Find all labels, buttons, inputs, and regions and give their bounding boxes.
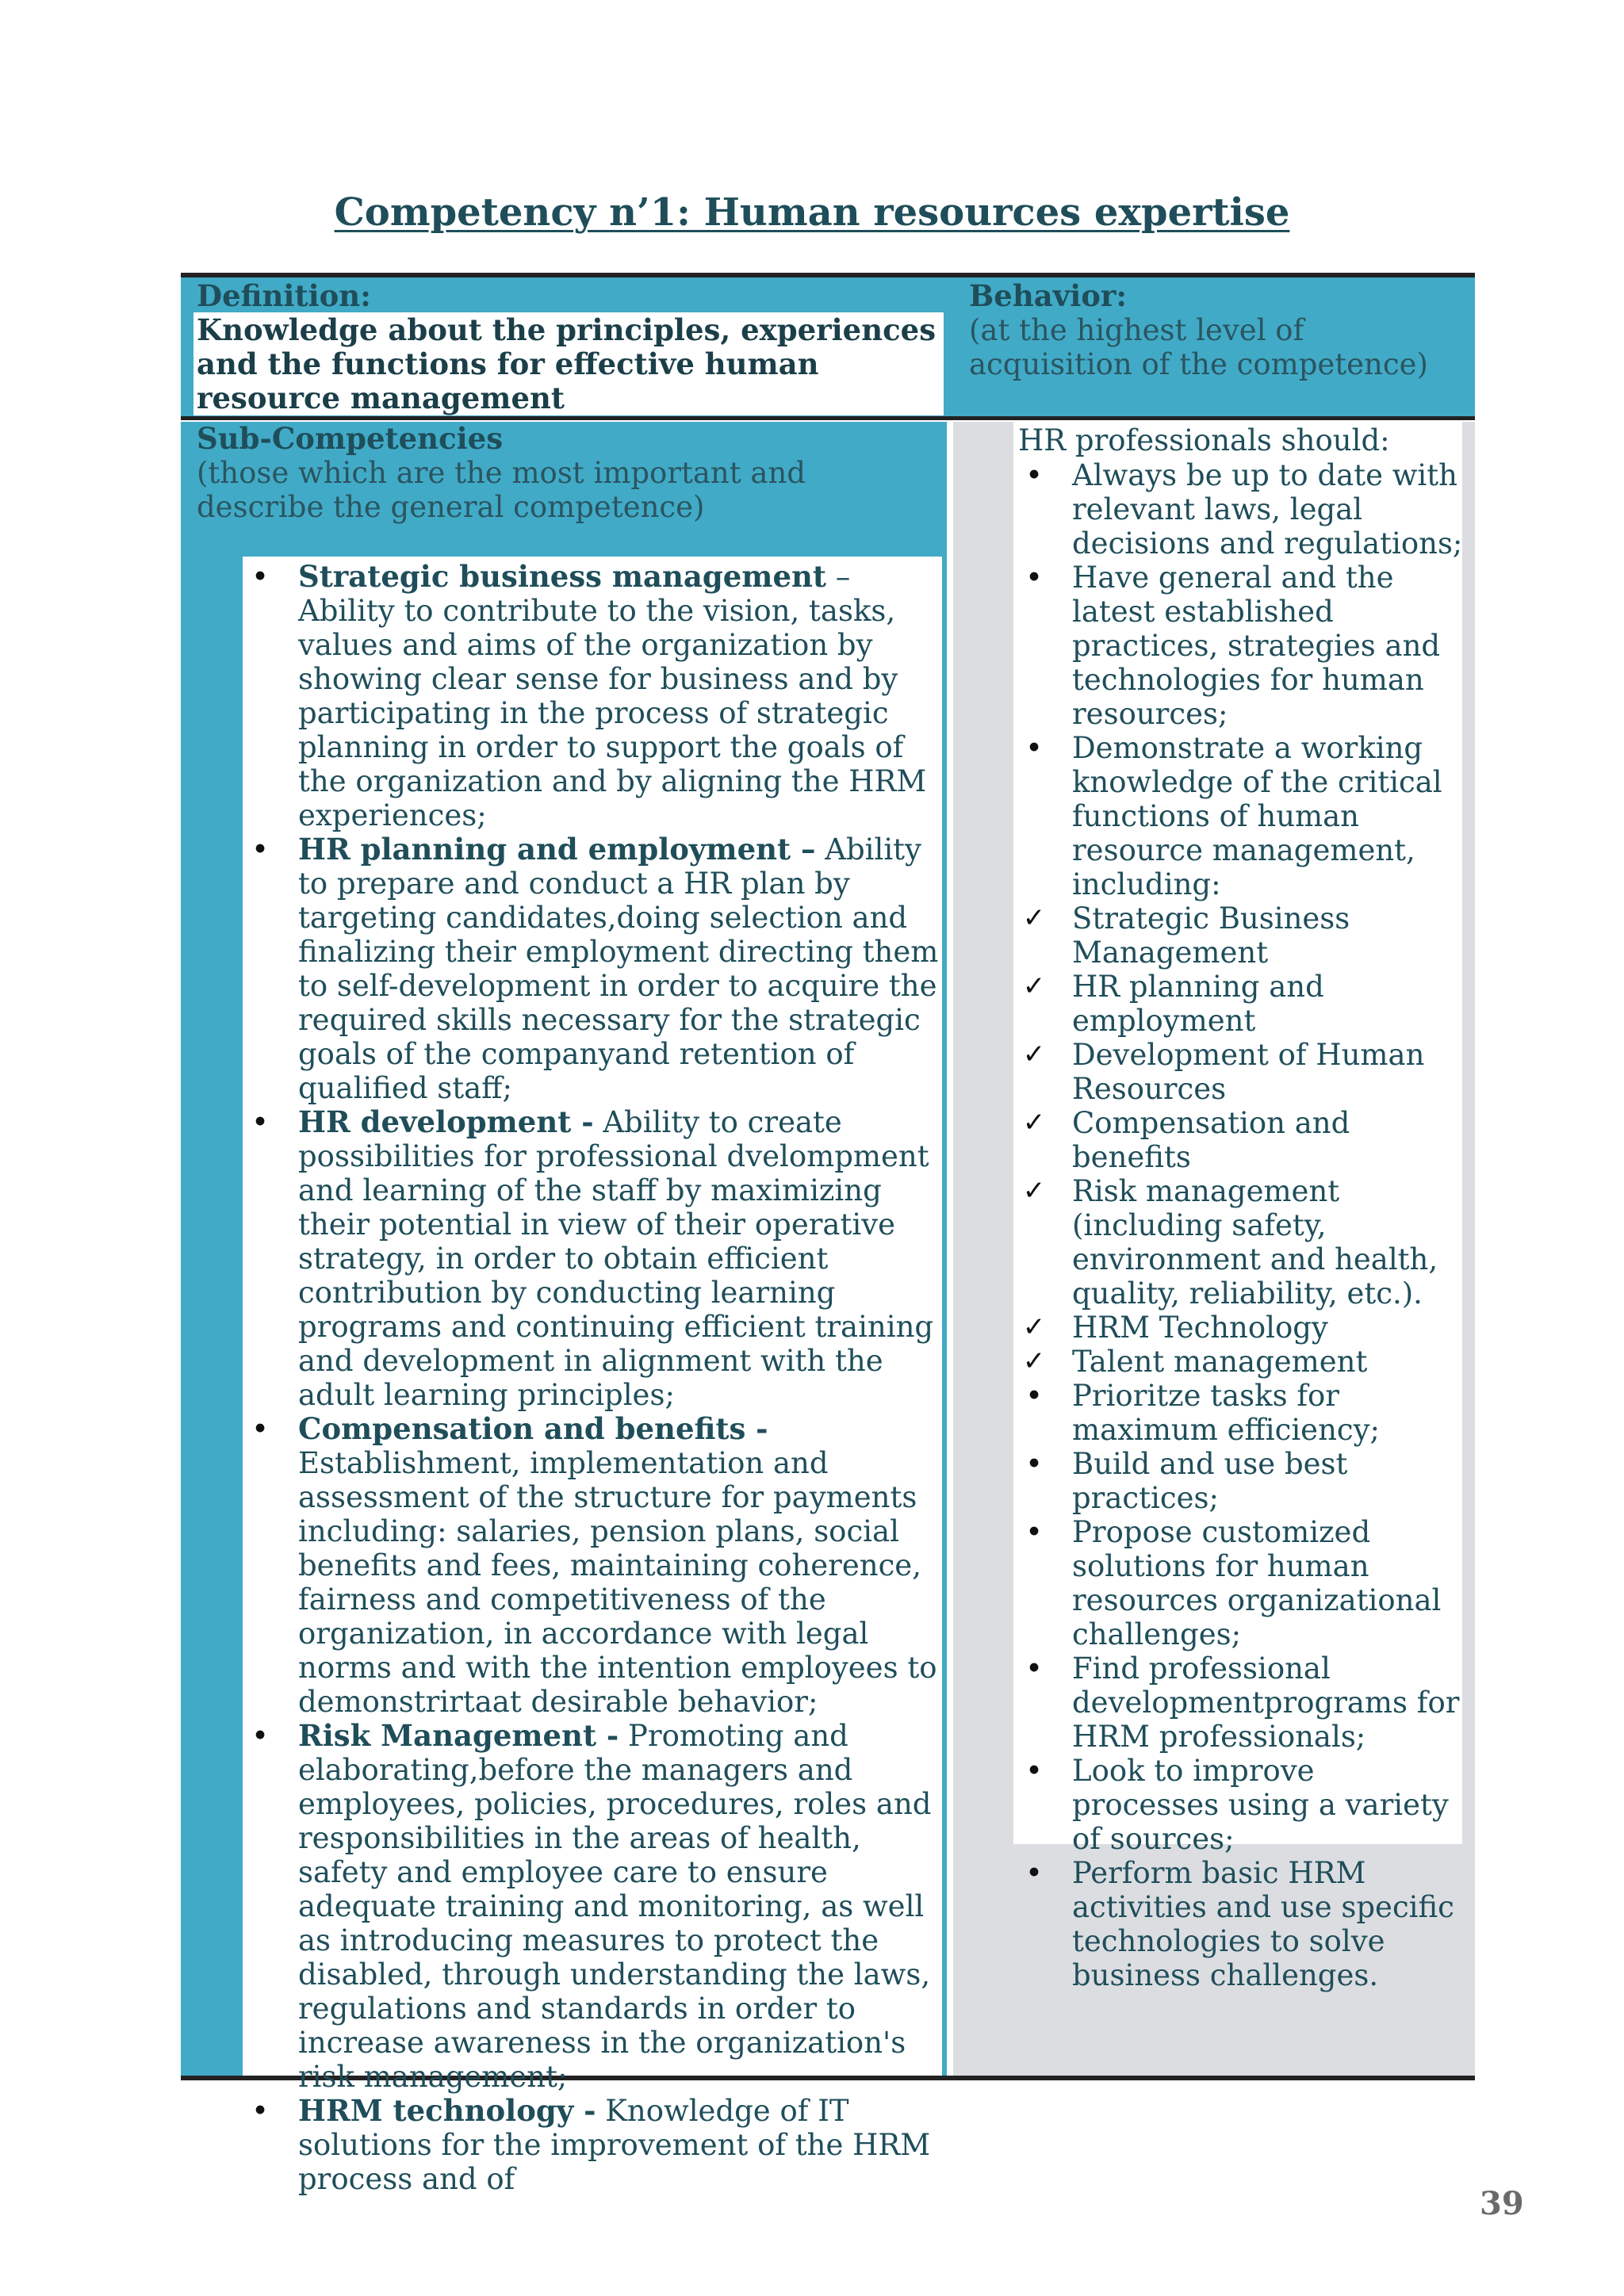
subcompetency-term: Compensation and benefits - [298,1411,768,1446]
checkmark-icon: ✓ [1022,1311,1046,1343]
behavior-item [1018,1038,1470,1106]
header-bottom-rule [181,416,1475,420]
subcompetency-description: Promoting and elaborating,before the managers and employees, policies, procedures, roles and responsibilities in the areas of health, safety and employee care to ensure adequate training and monitoring, as well as introducing measures to protect the disabled, through understanding the laws, regulations and standards in order to increase awareness in the organization's risk management; [298,1719,932,2094]
page-number: 39 [1480,2185,1524,2222]
subcompetency-item [244,560,942,832]
behavior-text: HR planning and employment [1072,970,1324,1038]
bullet-icon: • [1025,1515,1043,1549]
behavior-text: Find professional developmentprograms for HRM professionals; [1072,1651,1460,1754]
subcompetency-term: HR development - [298,1104,594,1139]
behavior-item [1018,1856,1470,1992]
bullet-icon: • [1025,1856,1043,1890]
behavior-text: Propose customized solutions for human resources organizational challenges; [1072,1515,1442,1651]
behavior-text: Always be up to date with relevant laws, legal decisions and regulations; [1072,458,1463,561]
behavior-text: Demonstrate a working knowledge of the critical functions of human resource management, including: [1072,731,1442,901]
subcompetency-term: Risk Management - [298,1718,619,1753]
behavior-item [1018,1311,1470,1345]
behavior-item [1018,1174,1470,1311]
behavior-text: Look to improve processes using a variety of sources; [1072,1754,1449,1856]
bullet-icon: • [1025,1651,1043,1686]
behavior-item [1018,1106,1470,1174]
bullet-icon: • [1025,1379,1043,1413]
subcompetency-item [244,1412,942,1719]
subcompetency-term: HR planning and employment – [298,832,816,867]
subcompetency-term: Strategic business management [298,559,826,594]
subcompetency-description: Ability to prepare and conduct a HR plan by targeting candidates,doing selection and finalizing their employment directing them to self-development in order to acquire the required skills necessary for the strategic goals of the companyand retention of qualified staff; [298,832,939,1105]
behavior-item [1018,1651,1470,1754]
checkmark-icon: ✓ [1022,1107,1046,1138]
behavior-note: (at the highest level of acquisition of the competence) [969,313,1428,381]
behavior-text: Development of Human Resources [1072,1038,1425,1106]
behavior-text: Compensation and benefits [1072,1106,1350,1174]
behavior-item [1018,561,1470,731]
bullet-icon: • [1025,1447,1043,1481]
subcompetency-description: Ability to create possibilities for professional dvelompment and learning of the staff by maximizing their potential in view of their operative strategy, in order to obtain efficient contribution by conducting learning programs and continuing efficient training and development in alignment with the adult learning principles; [298,1105,934,1412]
behavior-item [1018,1379,1470,1447]
behavior-heading: Behavior: [969,278,1128,313]
definition-text: Knowledge about the principles, experiences and the functions for effective human resource management [197,312,936,415]
page-title: Competency n’1: Human resources expertise [334,190,1290,235]
checkmark-icon: ✓ [1022,1175,1046,1207]
subcompetencies-heading: Sub-Competencies [197,421,504,456]
behavior-item [1018,970,1470,1038]
behaviors-list [1018,458,1470,1992]
behavior-item [1018,901,1470,970]
subcompetency-term: HRM technology - [298,2093,596,2128]
behavior-item [1018,1345,1470,1379]
bullet-icon: • [1025,731,1043,765]
subcompetency-item [244,1719,942,2094]
bullet-icon: • [1025,458,1043,492]
behavior-item [1018,731,1470,901]
behavior-text: HRM Technology [1072,1311,1328,1345]
behavior-text: Have general and the latest established practices, strategies and technologies for human resources; [1072,561,1441,731]
subcompetency-description: Establishment, implementation and assessment of the structure for payments including: salaries, pension plans, social benefits and fees, maintaining coherence, fairness and competitiveness of the organization, in accordance with legal norms and with the intention employees to demonstrirtaat desirable behavior; [298,1446,937,1719]
checkmark-icon: ✓ [1022,1345,1046,1377]
behavior-item [1018,458,1470,561]
bullet-icon: • [251,560,269,594]
behavior-item [1018,1754,1470,1856]
checkmark-icon: ✓ [1022,1039,1046,1070]
behavior-intro: HR professionals should: [1018,423,1390,457]
checkmark-icon: ✓ [1022,970,1046,1002]
subcompetency-description: Knowledge of IT solutions for the improvement of the HRM process and of [298,2094,931,2196]
subcompetency-item [244,1105,942,1412]
checkmark-icon: ✓ [1022,902,1046,934]
behavior-text: Talent management [1072,1345,1368,1379]
behavior-text: Prioritze tasks for maximum efficiency; [1072,1379,1380,1447]
behavior-text: Perform basic HRM activities and use specific technologies to solve business challenges. [1072,1856,1454,1992]
subcompetency-description: –Ability to contribute to the vision, tasks, values and aims of the organization by showing clear sense for business and by participating in the process of strategic planning in order to support the goals of the organization and by aligning the HRM experiences; [298,560,927,832]
behavior-item [1018,1515,1470,1651]
table-top-rule [181,273,1475,277]
behavior-text: Build and use best practices; [1072,1447,1348,1515]
behavior-text: Strategic Business Management [1072,901,1350,970]
bullet-icon: • [1025,561,1043,595]
behavior-text: Risk management (including safety, environment and health, quality, reliability, etc.). [1072,1174,1438,1311]
subcompetencies-note: (those which are the most important and describe the general competence) [197,456,806,524]
subcompetency-item [244,2094,942,2196]
behavior-item [1018,1447,1470,1515]
bullet-icon: • [251,1719,269,1753]
bullet-icon: • [251,2094,269,2128]
bullet-icon: • [251,832,269,867]
bullet-icon: • [251,1412,269,1446]
bullet-icon: • [1025,1754,1043,1788]
definition-heading: Definition: [197,278,371,313]
bullet-icon: • [251,1105,269,1139]
subcompetency-item [244,832,942,1105]
subcompetencies-list [244,560,942,2196]
